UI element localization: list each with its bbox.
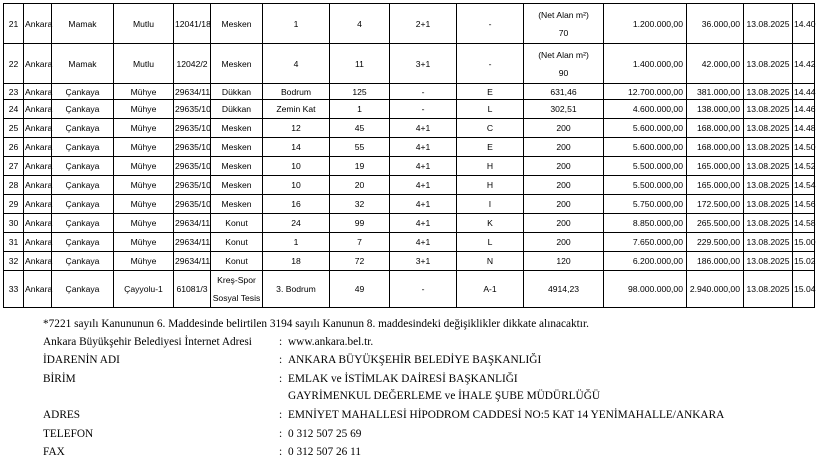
row-number: 33 — [4, 271, 24, 308]
block-cell: - — [457, 4, 524, 44]
unit-number-cell: 4 — [330, 4, 390, 44]
phone-label: TELEFON — [43, 428, 94, 440]
unit-number-cell: 32 — [330, 195, 390, 214]
area-value: 90 — [558, 67, 569, 78]
guarantee-cell: 265.500,00 — [687, 214, 744, 233]
date-cell: 13.08.2025 — [744, 84, 793, 100]
block-cell: H — [457, 157, 524, 176]
phone-colon: : — [279, 428, 283, 440]
table-row — [4, 195, 815, 214]
block-cell: K — [457, 214, 524, 233]
row-number: 28 — [4, 176, 24, 195]
guarantee-cell: 42.000,00 — [687, 44, 744, 84]
guarantee-cell: 168.000,00 — [687, 119, 744, 138]
parcel-cell: 29634/11 — [174, 233, 211, 252]
district-cell: Çankaya — [52, 214, 114, 233]
date-cell: 13.08.2025 — [744, 4, 793, 44]
net-area-label: (Net Alan m²) — [538, 49, 589, 60]
unit-label: BİRİM — [43, 373, 76, 385]
floor-cell: 12 — [263, 119, 330, 138]
date-cell: 13.08.2025 — [744, 138, 793, 157]
floor-cell: 1 — [263, 4, 330, 44]
province-cell: Ankara — [24, 100, 52, 119]
parcel-cell: 29635/10 — [174, 138, 211, 157]
floor-cell: 10 — [263, 157, 330, 176]
province-cell: Ankara — [24, 214, 52, 233]
parcel-cell: 29634/11 — [174, 252, 211, 271]
row-number: 26 — [4, 138, 24, 157]
property-type-cell: Konut — [211, 233, 263, 252]
province-cell: Ankara — [24, 84, 52, 100]
room-count-cell: 3+1 — [390, 252, 457, 271]
area-cell: 200 — [524, 176, 604, 195]
area-cell: 4914,23 — [524, 271, 604, 308]
parcel-cell: 29635/10 — [174, 157, 211, 176]
parcel-cell: 61081/3 — [174, 271, 211, 308]
address-colon: : — [279, 409, 283, 421]
district-cell: Çankaya — [52, 100, 114, 119]
address-label: ADRES — [43, 409, 81, 421]
neighborhood-cell: Mutlu — [114, 44, 174, 84]
property-type-cell: Dükkan — [211, 100, 263, 119]
floor-cell: 14 — [263, 138, 330, 157]
unit-number-cell: 72 — [330, 252, 390, 271]
guarantee-cell: 36.000,00 — [687, 4, 744, 44]
table-row — [4, 100, 815, 119]
guarantee-cell: 229.500,00 — [687, 233, 744, 252]
property-type-line-2: Sosyal Tesis — [212, 293, 261, 303]
date-cell: 13.08.2025 — [744, 252, 793, 271]
estimated-price-cell: 8.850.000,00 — [604, 214, 687, 233]
parcel-cell: 12042/2 — [174, 44, 211, 84]
estimated-price-cell: 12.700.000,00 — [604, 84, 687, 100]
time-cell: 15.04 — [793, 271, 815, 308]
floor-cell: 10 — [263, 176, 330, 195]
unit-number-cell: 45 — [330, 119, 390, 138]
floor-cell: 1 — [263, 233, 330, 252]
area-cell: 631,46 — [524, 84, 604, 100]
district-cell: Çankaya — [52, 138, 114, 157]
unit-value-line-1: EMLAK ve İSTİMLAK DAİRESİ BAŞKANLIĞI — [288, 373, 518, 385]
room-count-cell: 4+1 — [390, 233, 457, 252]
guarantee-cell: 168.000,00 — [687, 138, 744, 157]
row-number: 27 — [4, 157, 24, 176]
parcel-cell: 29634/11 — [174, 84, 211, 100]
province-cell: Ankara — [24, 195, 52, 214]
date-cell: 13.08.2025 — [744, 214, 793, 233]
area-cell: 302,51 — [524, 100, 604, 119]
neighborhood-cell: Mühye — [114, 157, 174, 176]
unit-value-line-2: GAYRİMENKUL DEĞERLEME ve İHALE ŞUBE MÜDÜRLÜĞÜ — [288, 390, 601, 402]
neighborhood-cell: Mühye — [114, 233, 174, 252]
district-cell: Çankaya — [52, 233, 114, 252]
block-cell: - — [457, 44, 524, 84]
time-cell: 14.42 — [793, 44, 815, 84]
guarantee-cell: 138.000,00 — [687, 100, 744, 119]
unit-number-cell: 19 — [330, 157, 390, 176]
time-cell: 14.44 — [793, 84, 815, 100]
estimated-price-cell: 5.600.000,00 — [604, 119, 687, 138]
area-cell — [524, 44, 604, 84]
guarantee-cell: 165.000,00 — [687, 176, 744, 195]
area-cell — [524, 4, 604, 44]
neighborhood-cell: Mühye — [114, 214, 174, 233]
floor-cell: Zemin Kat — [263, 100, 330, 119]
block-cell: E — [457, 138, 524, 157]
area-cell: 200 — [524, 119, 604, 138]
date-cell: 13.08.2025 — [744, 119, 793, 138]
time-cell: 15.02 — [793, 252, 815, 271]
institution-value: ANKARA BÜYÜKŞEHİR BELEDİYE BAŞKANLIĞI — [288, 354, 542, 366]
estimated-price-cell: 5.600.000,00 — [604, 138, 687, 157]
district-cell: Çankaya — [52, 195, 114, 214]
table-row — [4, 252, 815, 271]
website-colon: : — [279, 336, 283, 348]
table-row — [4, 271, 815, 308]
area-cell: 200 — [524, 233, 604, 252]
room-count-cell: 4+1 — [390, 214, 457, 233]
district-cell: Çankaya — [52, 176, 114, 195]
property-type-cell: Mesken — [211, 138, 263, 157]
room-count-cell: - — [390, 84, 457, 100]
time-cell: 14.50 — [793, 138, 815, 157]
neighborhood-cell: Çayyolu-1 — [114, 271, 174, 308]
estimated-price-cell: 6.200.000,00 — [604, 252, 687, 271]
neighborhood-cell: Mühye — [114, 252, 174, 271]
room-count-cell: 4+1 — [390, 195, 457, 214]
province-cell: Ankara — [24, 157, 52, 176]
parcel-cell: 29635/10 — [174, 176, 211, 195]
area-cell: 120 — [524, 252, 604, 271]
table-row — [4, 4, 815, 44]
time-cell: 14.46 — [793, 100, 815, 119]
unit-number-cell: 11 — [330, 44, 390, 84]
address-value: EMNİYET MAHALLESİ HİPODROM CADDESİ NO:5 KAT 14 YENİMAHALLE/ANKARA — [288, 409, 725, 421]
room-count-cell: - — [390, 271, 457, 308]
date-cell: 13.08.2025 — [744, 100, 793, 119]
property-type-cell: Mesken — [211, 195, 263, 214]
date-cell: 13.08.2025 — [744, 271, 793, 308]
property-type-cell: Mesken — [211, 4, 263, 44]
time-cell: 14.56 — [793, 195, 815, 214]
institution-colon: : — [279, 354, 283, 366]
time-cell: 14.52 — [793, 157, 815, 176]
province-cell: Ankara — [24, 233, 52, 252]
province-cell: Ankara — [24, 138, 52, 157]
district-cell: Çankaya — [52, 84, 114, 100]
block-cell: I — [457, 195, 524, 214]
legal-note: *7221 sayılı Kanununun 6. Maddesinde belirtilen 3194 sayılı Kanunun 8. maddesindeki değişiklikler dikkate alınacaktır. — [43, 318, 589, 330]
room-count-cell: 4+1 — [390, 176, 457, 195]
row-number: 32 — [4, 252, 24, 271]
area-cell: 200 — [524, 195, 604, 214]
floor-cell: 3. Bodrum — [263, 271, 330, 308]
unit-number-cell: 7 — [330, 233, 390, 252]
block-cell: C — [457, 119, 524, 138]
estimated-price-cell: 5.500.000,00 — [604, 176, 687, 195]
area-cell: 200 — [524, 138, 604, 157]
province-cell: Ankara — [24, 4, 52, 44]
fax-value: 0 312 507 26 11 — [288, 446, 362, 458]
row-number: 23 — [4, 84, 24, 100]
province-cell: Ankara — [24, 44, 52, 84]
table-row — [4, 176, 815, 195]
institution-label: İDARENİN ADI — [43, 354, 120, 366]
unit-number-cell: 49 — [330, 271, 390, 308]
parcel-cell: 29634/11 — [174, 214, 211, 233]
block-cell: H — [457, 176, 524, 195]
property-type-cell: Mesken — [211, 176, 263, 195]
website-value: www.ankara.bel.tr. — [288, 336, 374, 348]
area-value: 70 — [558, 27, 569, 38]
district-cell: Çankaya — [52, 271, 114, 308]
neighborhood-cell: Mühye — [114, 138, 174, 157]
time-cell: 14.58 — [793, 214, 815, 233]
unit-number-cell: 1 — [330, 100, 390, 119]
table-row — [4, 157, 815, 176]
property-type-cell: Konut — [211, 214, 263, 233]
guarantee-cell: 2.940.000,00 — [687, 271, 744, 308]
estimated-price-cell: 1.200.000,00 — [604, 4, 687, 44]
block-cell: A-1 — [457, 271, 524, 308]
district-cell: Çankaya — [52, 157, 114, 176]
area-cell: 200 — [524, 214, 604, 233]
neighborhood-cell: Mühye — [114, 119, 174, 138]
district-cell: Mamak — [52, 44, 114, 84]
row-number: 31 — [4, 233, 24, 252]
estimated-price-cell: 98.000.000,00 — [604, 271, 687, 308]
guarantee-cell: 186.000,00 — [687, 252, 744, 271]
row-number: 30 — [4, 214, 24, 233]
property-type-line-1: Kreş-Spor — [217, 275, 256, 285]
estimated-price-cell: 7.650.000,00 — [604, 233, 687, 252]
floor-cell: 4 — [263, 44, 330, 84]
district-cell: Çankaya — [52, 252, 114, 271]
province-cell: Ankara — [24, 252, 52, 271]
date-cell: 13.08.2025 — [744, 176, 793, 195]
property-type-cell: Dükkan — [211, 84, 263, 100]
block-cell: N — [457, 252, 524, 271]
block-cell: E — [457, 84, 524, 100]
room-count-cell: 3+1 — [390, 44, 457, 84]
date-cell: 13.08.2025 — [744, 44, 793, 84]
table-row — [4, 119, 815, 138]
fax-label: FAX — [43, 446, 65, 458]
time-cell: 14.48 — [793, 119, 815, 138]
province-cell: Ankara — [24, 119, 52, 138]
unit-number-cell: 20 — [330, 176, 390, 195]
property-type-cell — [211, 271, 263, 308]
parcel-cell: 29635/10 — [174, 195, 211, 214]
auction-table-container — [3, 3, 816, 308]
district-cell: Çankaya — [52, 119, 114, 138]
guarantee-cell: 172.500,00 — [687, 195, 744, 214]
block-cell: L — [457, 100, 524, 119]
table-row — [4, 44, 815, 84]
property-type-cell: Konut — [211, 252, 263, 271]
table-row — [4, 84, 815, 100]
row-number: 24 — [4, 100, 24, 119]
property-type-cell: Mesken — [211, 157, 263, 176]
fax-colon: : — [279, 446, 283, 458]
province-cell: Ankara — [24, 176, 52, 195]
guarantee-cell: 165.000,00 — [687, 157, 744, 176]
neighborhood-cell: Mühye — [114, 84, 174, 100]
estimated-price-cell: 5.750.000,00 — [604, 195, 687, 214]
district-cell: Mamak — [52, 4, 114, 44]
estimated-price-cell: 1.400.000,00 — [604, 44, 687, 84]
property-type-cell: Mesken — [211, 119, 263, 138]
parcel-cell: 29635/10 — [174, 119, 211, 138]
date-cell: 13.08.2025 — [744, 233, 793, 252]
parcel-cell: 29635/10 — [174, 100, 211, 119]
floor-cell: 24 — [263, 214, 330, 233]
unit-number-cell: 99 — [330, 214, 390, 233]
unit-colon: : — [279, 373, 283, 385]
property-type-cell: Mesken — [211, 44, 263, 84]
website-label: Ankara Büyükşehir Belediyesi İnternet Adresi — [43, 336, 252, 348]
time-cell: 15.00 — [793, 233, 815, 252]
neighborhood-cell: Mühye — [114, 100, 174, 119]
parcel-cell: 12041/18 — [174, 4, 211, 44]
row-number: 22 — [4, 44, 24, 84]
auction-listing-table — [3, 3, 815, 308]
room-count-cell: 4+1 — [390, 138, 457, 157]
room-count-cell: 4+1 — [390, 157, 457, 176]
province-cell: Ankara — [24, 271, 52, 308]
time-cell: 14.54 — [793, 176, 815, 195]
neighborhood-cell: Mühye — [114, 176, 174, 195]
time-cell: 14.40 — [793, 4, 815, 44]
guarantee-cell: 381.000,00 — [687, 84, 744, 100]
phone-value: 0 312 507 25 69 — [288, 428, 362, 440]
estimated-price-cell: 5.500.000,00 — [604, 157, 687, 176]
room-count-cell: 4+1 — [390, 119, 457, 138]
block-cell: L — [457, 233, 524, 252]
floor-cell: 16 — [263, 195, 330, 214]
neighborhood-cell: Mutlu — [114, 4, 174, 44]
room-count-cell: 2+1 — [390, 4, 457, 44]
area-cell: 200 — [524, 157, 604, 176]
row-number: 25 — [4, 119, 24, 138]
unit-number-cell: 125 — [330, 84, 390, 100]
neighborhood-cell: Mühye — [114, 195, 174, 214]
table-row — [4, 214, 815, 233]
date-cell: 13.08.2025 — [744, 195, 793, 214]
net-area-label: (Net Alan m²) — [538, 9, 589, 20]
floor-cell: 18 — [263, 252, 330, 271]
room-count-cell: - — [390, 100, 457, 119]
estimated-price-cell: 4.600.000,00 — [604, 100, 687, 119]
row-number: 29 — [4, 195, 24, 214]
table-row — [4, 138, 815, 157]
unit-number-cell: 55 — [330, 138, 390, 157]
table-row — [4, 233, 815, 252]
row-number: 21 — [4, 4, 24, 44]
date-cell: 13.08.2025 — [744, 157, 793, 176]
floor-cell: Bodrum — [263, 84, 330, 100]
